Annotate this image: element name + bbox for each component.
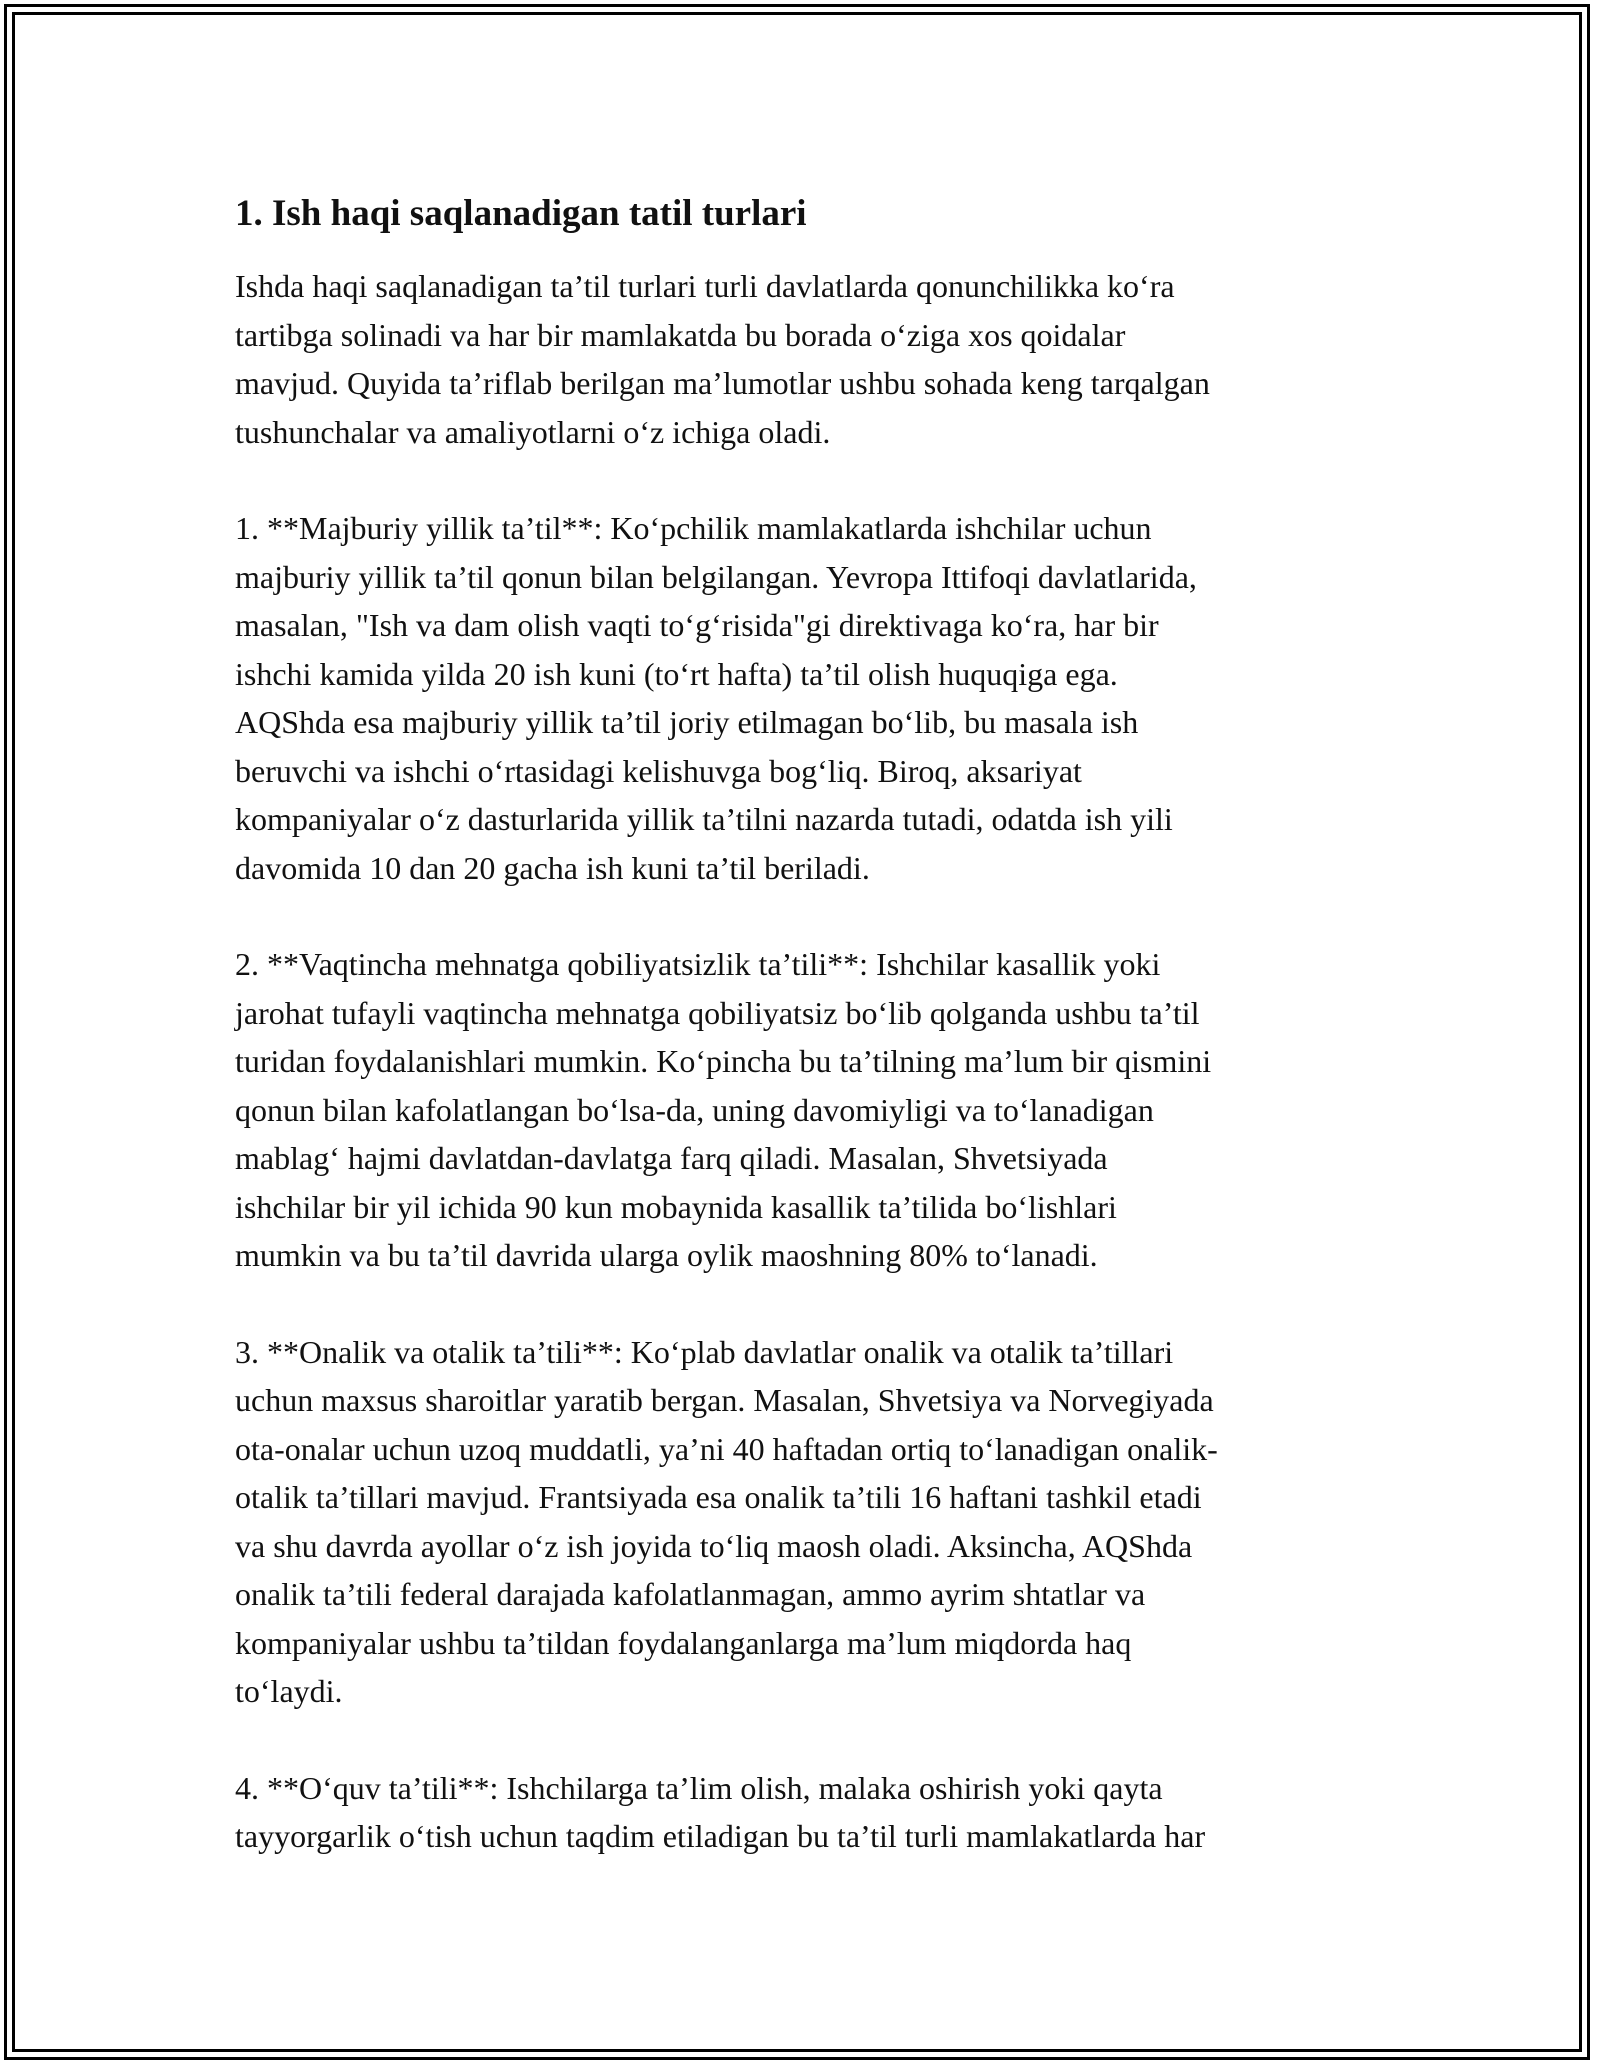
section-heading: 1. Ish haqi saqlanadigan tatil turlari [235,193,807,234]
text-line: to‘laydi. [235,1673,343,1709]
text-line: tushunchalar va amaliyotlarni o‘z ichiga oladi. [235,413,831,450]
text-line: tartibga solinadi va har bir mamlakatda bu borada o‘ziga xos qoidalar [235,316,1126,353]
annual-leave-paragraph [235,504,1370,892]
text-line: turidan foydalanishlari mumkin. Ko‘pincha bu ta’tilning ma’lum bir qismini [235,1043,1212,1079]
text-line: 2. **Vaqtincha mehnatga qobiliyatsizlik ta’tili**: Ishchilar kasallik yoki [235,946,1161,982]
text-line: uchun maxsus sharoitlar yaratib bergan. Masalan, Shvetsiya va Norvegiyada [235,1382,1214,1418]
study-leave-paragraph [235,1764,1370,1861]
text-line: kompaniyalar ushbu ta’tildan foydalanganlarga ma’lum miqdorda haq [235,1624,1132,1661]
text-line: ishchi kamida yilda 20 ish kuni (to‘rt hafta) ta’til olish huquqiga ega. [235,655,1118,692]
text-line: majburiy yillik ta’til qonun bilan belgilangan. Yevropa Ittifoqi davlatlarida, [235,558,1197,595]
text-line: 1. **Majburiy yillik ta’til**: Ko‘pchilik mamlakatlarda ishchilar uchun [235,510,1152,546]
text-line: mavjud. Quyida ta’riflab berilgan ma’lumotlar ushbu sohada keng tarqalgan [235,365,1210,401]
text-line: Ishda haqi saqlanadigan ta’til turlari turli davlatlarda qonunchilikka ko‘ra [235,268,1175,304]
sick-leave-paragraph [235,940,1370,1280]
text-line: 4. **O‘quv ta’tili**: Ishchilarga ta’lim olish, malaka oshirish yoki qayta [235,1769,1163,1806]
text-line: ota-onalar uchun uzoq muddatli, ya’ni 40 haftadan ortiq to‘lanadigan onalik- [235,1430,1218,1467]
text-line: qonun bilan kafolatlangan bo‘lsa-da, uning davomiyligi va to‘lanadigan [235,1091,1154,1128]
text-line: mumkin va bu ta’til davrida ularga oylik maoshning 80% to‘lanadi. [235,1237,1098,1273]
text-line: tayyorgarlik o‘tish uchun taqdim etiladigan bu ta’til turli mamlakatlarda har [235,1818,1206,1854]
text-line: jarohat tufayli vaqtincha mehnatga qobiliyatsiz bo‘lib qolganda ushbu ta’til [235,994,1200,1031]
text-line: mablag‘ hajmi davlatdan-davlatga farq qiladi. Masalan, Shvetsiyada [235,1140,1108,1176]
text-line: AQShda esa majburiy yillik ta’til joriy etilmagan bo‘lib, bu masala ish [235,704,1139,740]
text-line: davomida 10 dan 20 gacha ish kuni ta’til beriladi. [235,849,870,886]
text-line: kompaniyalar o‘z dasturlarida yillik ta’tilni nazarda tutadi, odatda ish yili [235,801,1173,837]
document-body [235,188,1370,1909]
text-line: onalik ta’tili federal darajada kafolatlanmagan, ammo ayrim shtatlar va [235,1576,1146,1612]
text-line: va shu davrda ayollar o‘z ish joyida to‘liq maosh oladi. Aksincha, AQShda [235,1527,1193,1564]
parental-leave-paragraph [235,1328,1370,1716]
text-line: masalan, "Ish va dam olish vaqti to‘g‘risida"gi direktivaga ko‘ra, har bir [235,607,1159,643]
text-line: 3. **Onalik va otalik ta’tili**: Ko‘plab davlatlar onalik va otalik ta’tillari [235,1333,1174,1370]
intro-paragraph [235,262,1370,456]
text-line: otalik ta’tillari mavjud. Frantsiyada esa onalik ta’tili 16 haftani tashkil etadi [235,1479,1202,1515]
text-line: ishchilar bir yil ichida 90 kun mobaynida kasallik ta’tilida bo‘lishlari [235,1188,1117,1225]
text-line: beruvchi va ishchi o‘rtasidagi kelishuvga bog‘liq. Biroq, aksariyat [235,752,1082,789]
